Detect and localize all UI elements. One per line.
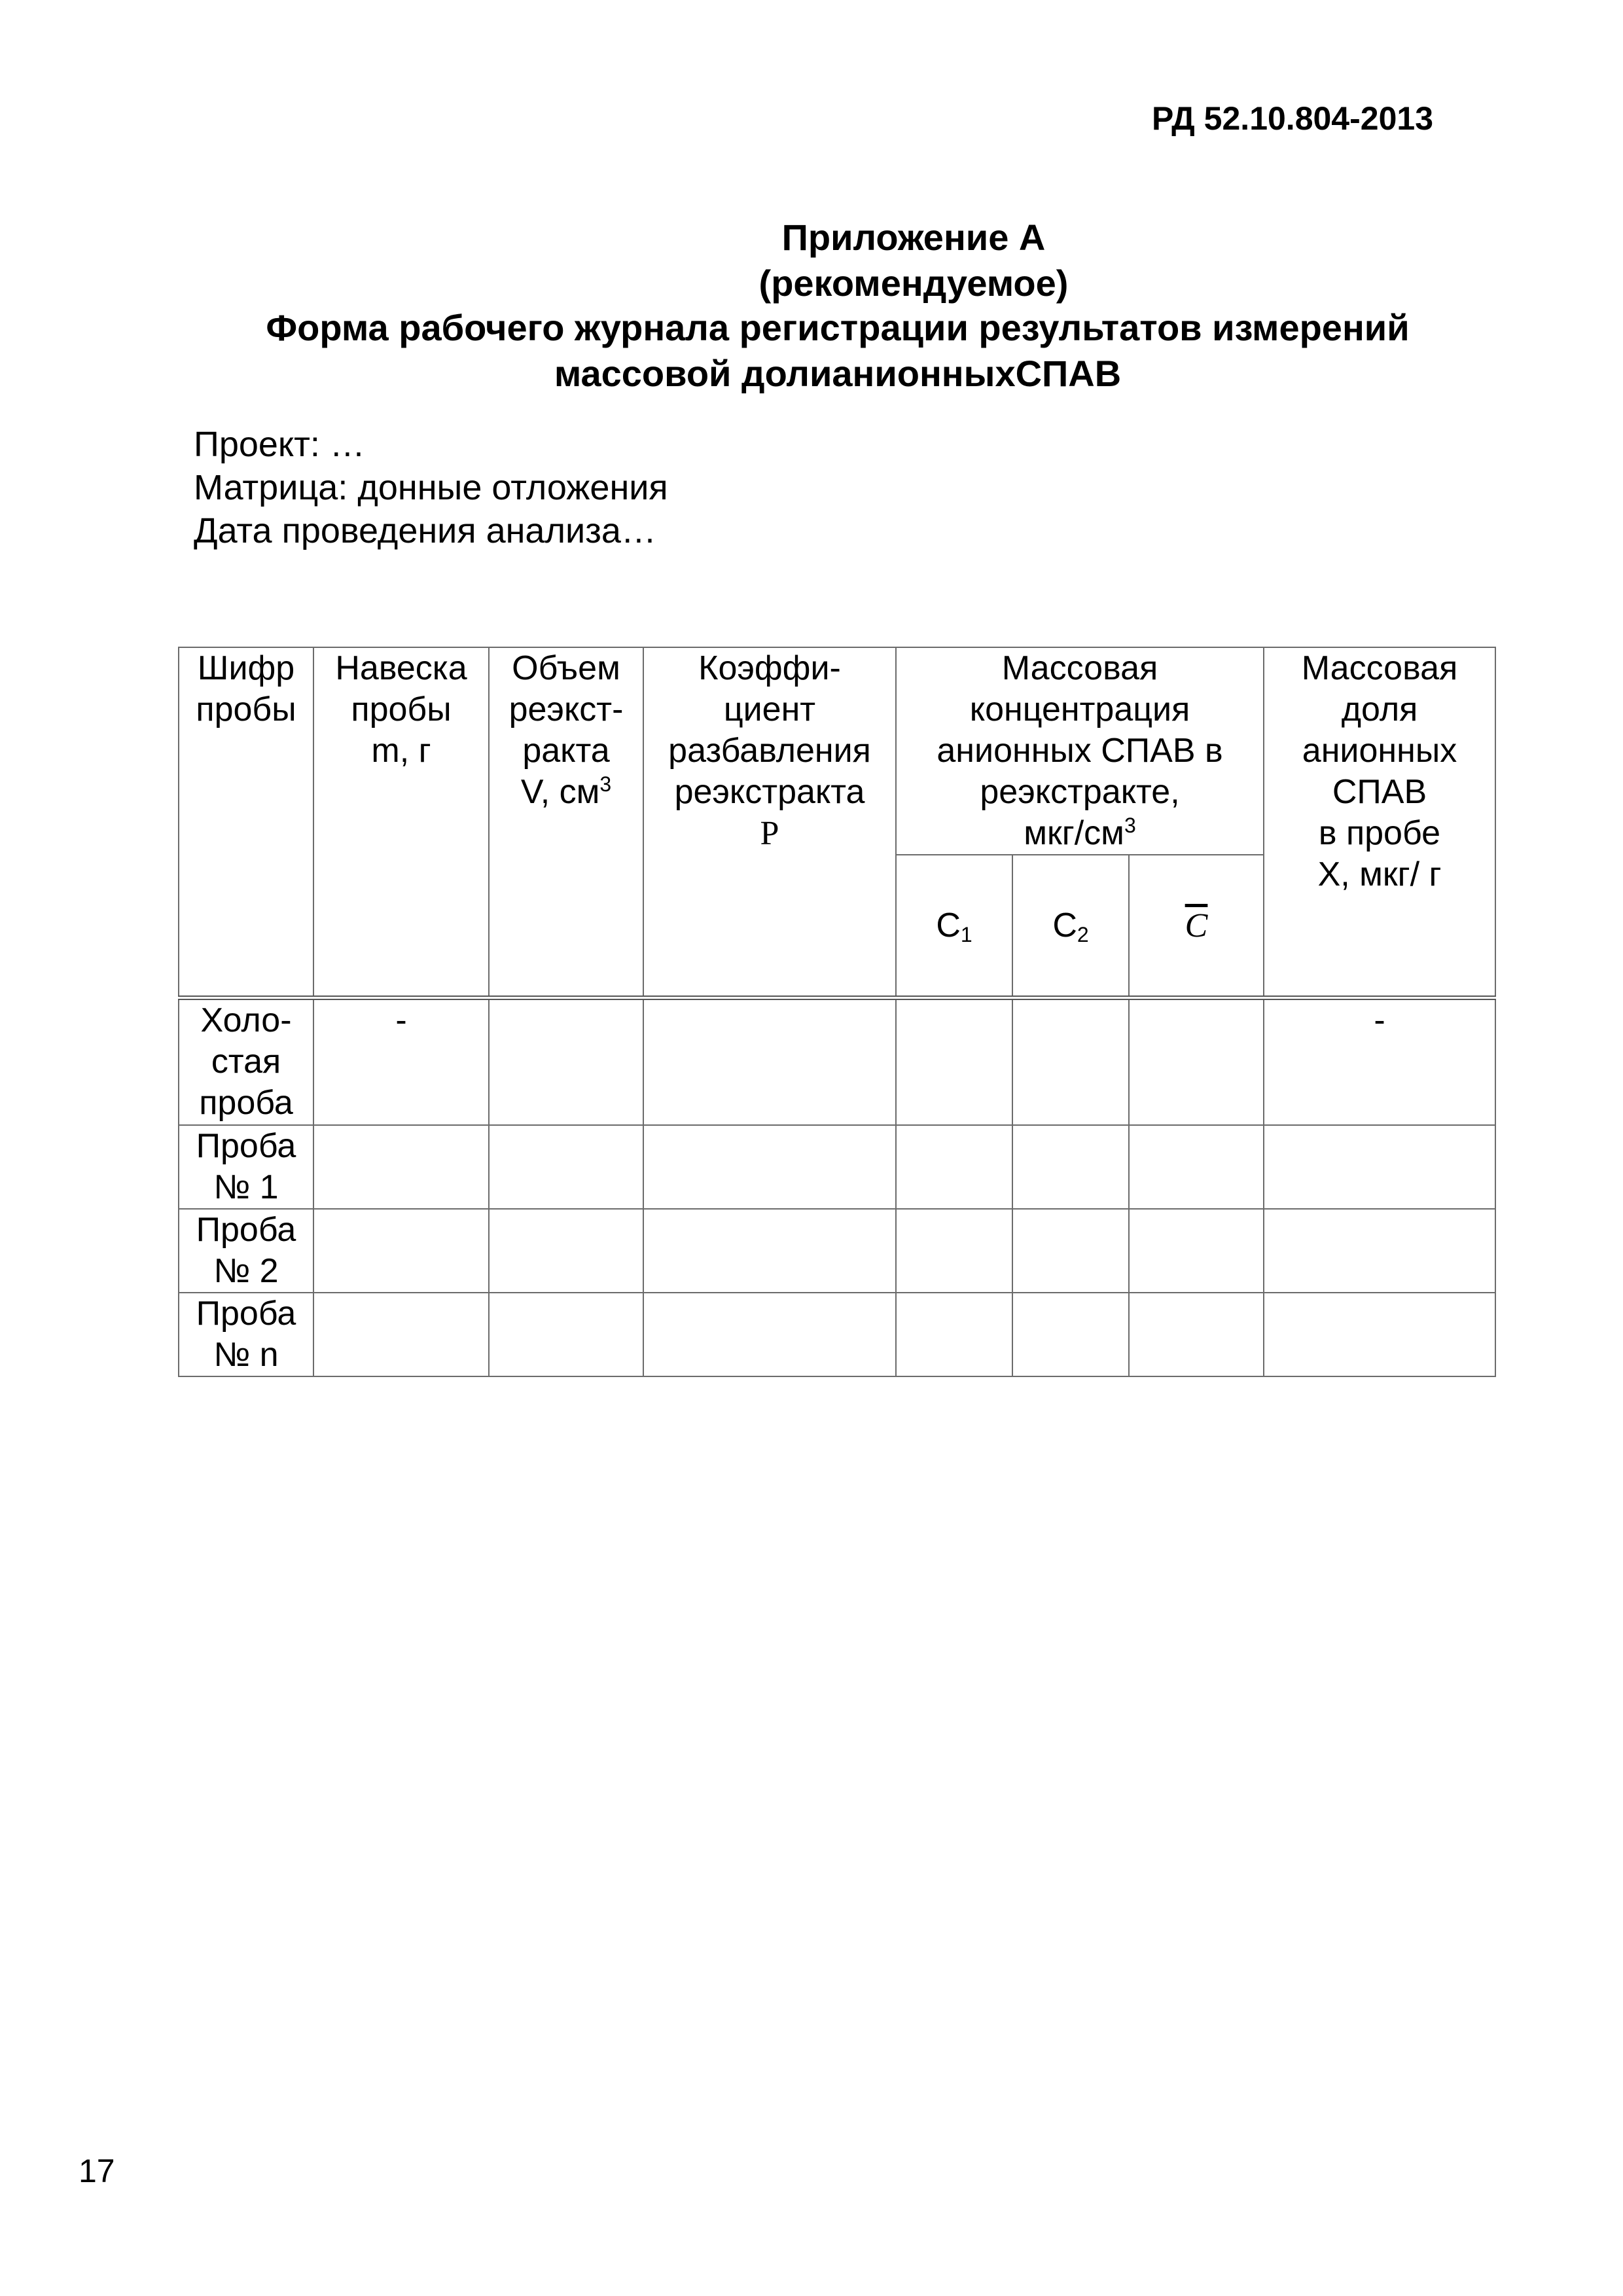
cell-c2 bbox=[1012, 1125, 1129, 1209]
cell-c-mean bbox=[1129, 1125, 1264, 1209]
row-label: Холо- стая проба bbox=[179, 998, 313, 1126]
project-field: Проект: … bbox=[194, 425, 365, 464]
document-code: РД 52.10.804-2013 bbox=[1151, 100, 1433, 137]
col-header-code: Шифр пробы bbox=[179, 647, 313, 998]
col-header-fraction: Массовая доля анионных СПАВ в пробе X, мкг/ г bbox=[1264, 647, 1495, 998]
cell-fraction: - bbox=[1264, 998, 1495, 1126]
cell-c1 bbox=[896, 998, 1012, 1126]
form-title-line-2: массовой долианионныхСПАВ bbox=[554, 353, 1122, 394]
appendix-status: (рекомендуемое) bbox=[758, 262, 1069, 304]
cell-volume bbox=[489, 1209, 643, 1293]
table-row-blank-sample bbox=[179, 998, 1495, 1126]
col-header-c2: $C_2$ bbox=[1012, 855, 1129, 998]
col-header-c1: $C_1$ bbox=[896, 855, 1012, 998]
cell-mass bbox=[313, 1293, 489, 1376]
col-header-volume: Объем реэкст- ракта V, $см^3$ bbox=[489, 647, 643, 998]
cell-c2 bbox=[1012, 1293, 1129, 1376]
journal-table bbox=[178, 647, 1496, 1377]
cell-c1 bbox=[896, 1125, 1012, 1209]
cell-volume bbox=[489, 1293, 643, 1376]
table-header-row bbox=[179, 647, 1495, 855]
row-label: Проба № 1 bbox=[179, 1125, 313, 1209]
cell-fraction bbox=[1264, 1209, 1495, 1293]
cell-c1 bbox=[896, 1209, 1012, 1293]
analysis-date-field: Дата проведения анализа… bbox=[194, 511, 656, 550]
cell-volume bbox=[489, 1125, 643, 1209]
cell-c1 bbox=[896, 1293, 1012, 1376]
cell-mass bbox=[313, 1125, 489, 1209]
cell-dilution bbox=[643, 998, 896, 1126]
form-title-line-1: Форма рабочего журнала регистрации результатов измерений bbox=[266, 307, 1410, 348]
col-header-c-mean: $\overline{C}$ bbox=[1129, 855, 1264, 998]
col-header-dilution: Коэффи- циент разбавления реэкстракта P bbox=[643, 647, 896, 998]
page-number: 17 bbox=[79, 2153, 115, 2189]
cell-mass: - bbox=[313, 998, 489, 1126]
cell-c-mean bbox=[1129, 1293, 1264, 1376]
table-row-sample-1 bbox=[179, 1125, 1495, 1209]
cell-volume bbox=[489, 998, 643, 1126]
row-label: Проба № n bbox=[179, 1293, 313, 1376]
cell-mass bbox=[313, 1209, 489, 1293]
cell-dilution bbox=[643, 1209, 896, 1293]
appendix-title: Приложение А bbox=[781, 217, 1046, 258]
col-header-mass: Навеска пробы m, г bbox=[313, 647, 489, 998]
cell-c2 bbox=[1012, 1209, 1129, 1293]
row-label: Проба № 2 bbox=[179, 1209, 313, 1293]
matrix-field: Матрица: донные отложения bbox=[194, 468, 668, 507]
cell-dilution bbox=[643, 1293, 896, 1376]
table-row-sample-2 bbox=[179, 1209, 1495, 1293]
table-row-sample-n bbox=[179, 1293, 1495, 1376]
col-header-concentration: Массовая концентрация анионных СПАВ в реэкстракте, мкг/$см^3$ bbox=[896, 647, 1264, 855]
cell-dilution bbox=[643, 1125, 896, 1209]
cell-c-mean bbox=[1129, 998, 1264, 1126]
cell-fraction bbox=[1264, 1125, 1495, 1209]
cell-fraction bbox=[1264, 1293, 1495, 1376]
cell-c2 bbox=[1012, 998, 1129, 1126]
cell-c-mean bbox=[1129, 1209, 1264, 1293]
